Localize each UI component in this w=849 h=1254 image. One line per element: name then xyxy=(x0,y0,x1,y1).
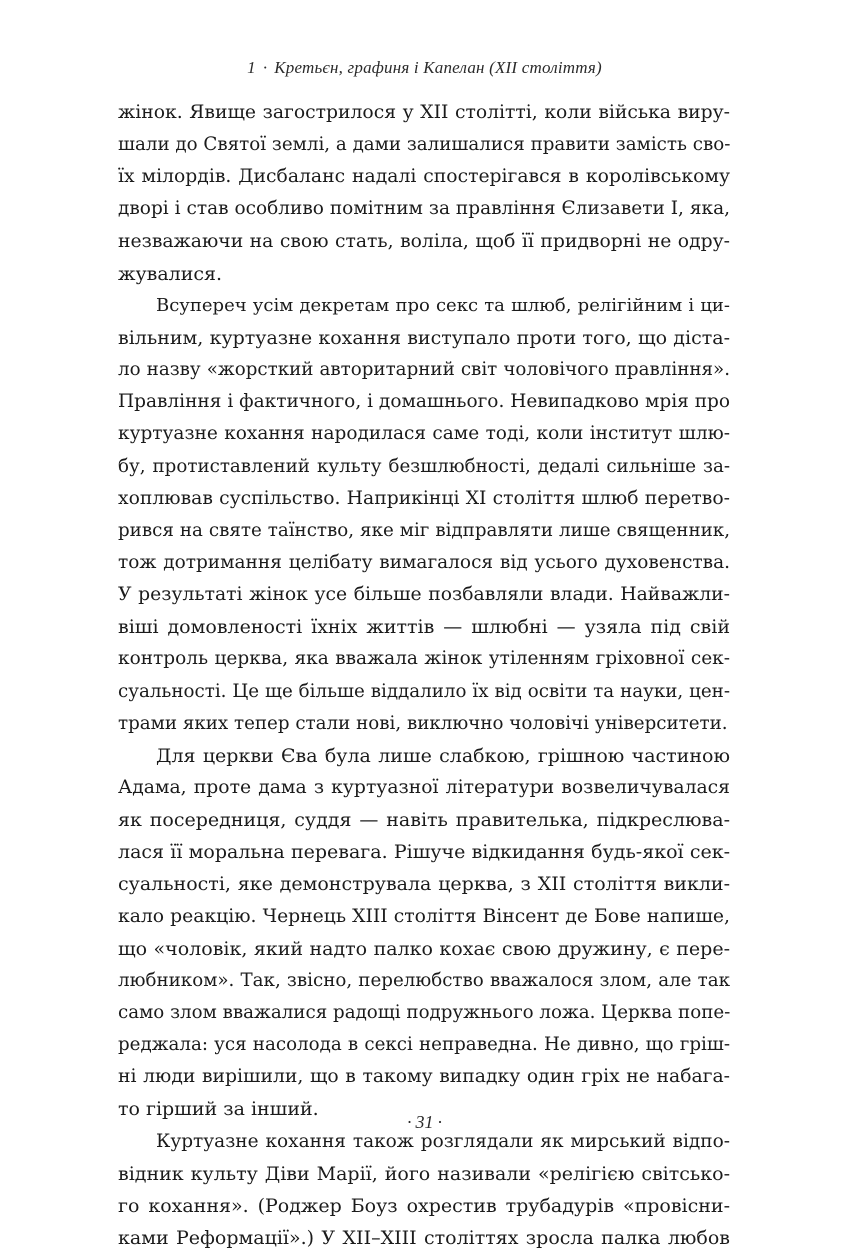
text-line: вільним, куртуазне кохання виступало проти того, що діста- xyxy=(118,322,730,354)
text-line: їх мілордів. Дисбаланс надалі спостерігався в королівському xyxy=(118,161,730,193)
paragraph xyxy=(118,1126,730,1254)
folio-dot-right: · xyxy=(438,1112,443,1132)
text-line: рився на святе таїнство, яке міг відправляти лише священник, xyxy=(118,515,730,547)
text-line: то гірший за інший. xyxy=(118,1093,730,1125)
text-line: Для церкви Єва була лише слабкою, грішною частиною xyxy=(118,740,730,772)
text-line: Куртуазне кохання також розглядали як мирський відпо- xyxy=(118,1126,730,1158)
text-line: суальності, яке демонструвала церква, з XII століття викли- xyxy=(118,868,730,900)
text-line: контроль церква, яка вважала жінок утіленням гріховної сек- xyxy=(118,643,730,675)
chapter-number: 1 xyxy=(247,58,256,77)
text-line: кало реакцію. Чернець XIII століття Вінсент де Бове напише, xyxy=(118,901,730,933)
text-line: Адама, проте дама з куртуазної літератури возвеличувалася xyxy=(118,772,730,804)
paragraph xyxy=(118,740,730,1126)
chapter-title: Кретьєн, графиня і Капелан (XII століття) xyxy=(274,58,602,77)
text-line: хоплював суспільство. Наприкінці XI століття шлюб перетво- xyxy=(118,483,730,515)
running-head-separator: · xyxy=(263,58,267,77)
text-line: жувалися. xyxy=(118,258,730,290)
text-line: Правління і фактичного, і домашнього. Невипадково мрія про xyxy=(118,386,730,418)
page-number: 31 xyxy=(416,1112,434,1132)
text-line: У результаті жінок усе більше позбавляли влади. Найважли- xyxy=(118,579,730,611)
text-line: куртуазне кохання народилася саме тоді, коли інститут шлю- xyxy=(118,418,730,450)
text-line: Всупереч усім декретам про секс та шлюб, релігійним і ци- xyxy=(118,290,730,322)
page-number-footer xyxy=(0,1112,849,1133)
text-line: любником». Так, звісно, перелюбство вважалося злом, але так xyxy=(118,965,730,997)
text-line: трами яких тепер стали нові, виключно чоловічі університети. xyxy=(118,708,730,740)
text-line: ні люди вирішили, що в такому випадку один гріх не набага- xyxy=(118,1061,730,1093)
running-head xyxy=(0,58,849,78)
text-line: го кохання». (Роджер Боуз охрестив трубадурів «провісни- xyxy=(118,1190,730,1222)
text-line: як посередниця, суддя — навіть правителька, підкреслюва- xyxy=(118,804,730,836)
text-line: шали до Святої землі, а дами залишалися правити замість сво- xyxy=(118,129,730,161)
text-line: жінок. Явище загострилося у XII столітті, коли війська виру- xyxy=(118,97,730,129)
text-line: відник культу Діви Марії, його називали «релігією світсько- xyxy=(118,1158,730,1190)
text-line: дворі і став особливо помітним за правління Єлизавети I, яка, xyxy=(118,193,730,225)
text-line: реджала: уся насолода в сексі неправедна. Не дивно, що гріш- xyxy=(118,1029,730,1061)
paragraph xyxy=(118,290,730,740)
text-line: ло назву «жорсткий авторитарний світ чоловічого правління». xyxy=(118,354,730,386)
text-line: незважаючи на свою стать, воліла, щоб її придворні не одру- xyxy=(118,226,730,258)
text-line: бу, протиставлений культу безшлюбності, дедалі сильніше за- xyxy=(118,451,730,483)
text-line: суальності. Це ще більше віддалило їх від освіти та науки, цен- xyxy=(118,676,730,708)
paragraph xyxy=(118,97,730,290)
text-line: віші домовленості їхніх життів — шлюбні — узяла під свій xyxy=(118,611,730,643)
text-line: тож дотримання целібату вимагалося від усього духовенства. xyxy=(118,547,730,579)
text-line: лася її моральна перевага. Рішуче відкидання будь-якої сек- xyxy=(118,836,730,868)
text-line: що «чоловік, який надто палко кохає свою дружину, є пере- xyxy=(118,933,730,965)
folio-dot-left: · xyxy=(407,1112,412,1132)
body-text xyxy=(118,97,730,1254)
text-line: само злом вважалися радощі подружнього ложа. Церква попе- xyxy=(118,997,730,1029)
text-line: ками Реформації».) У XII–XIII століттях зросла палка любов xyxy=(118,1222,730,1254)
